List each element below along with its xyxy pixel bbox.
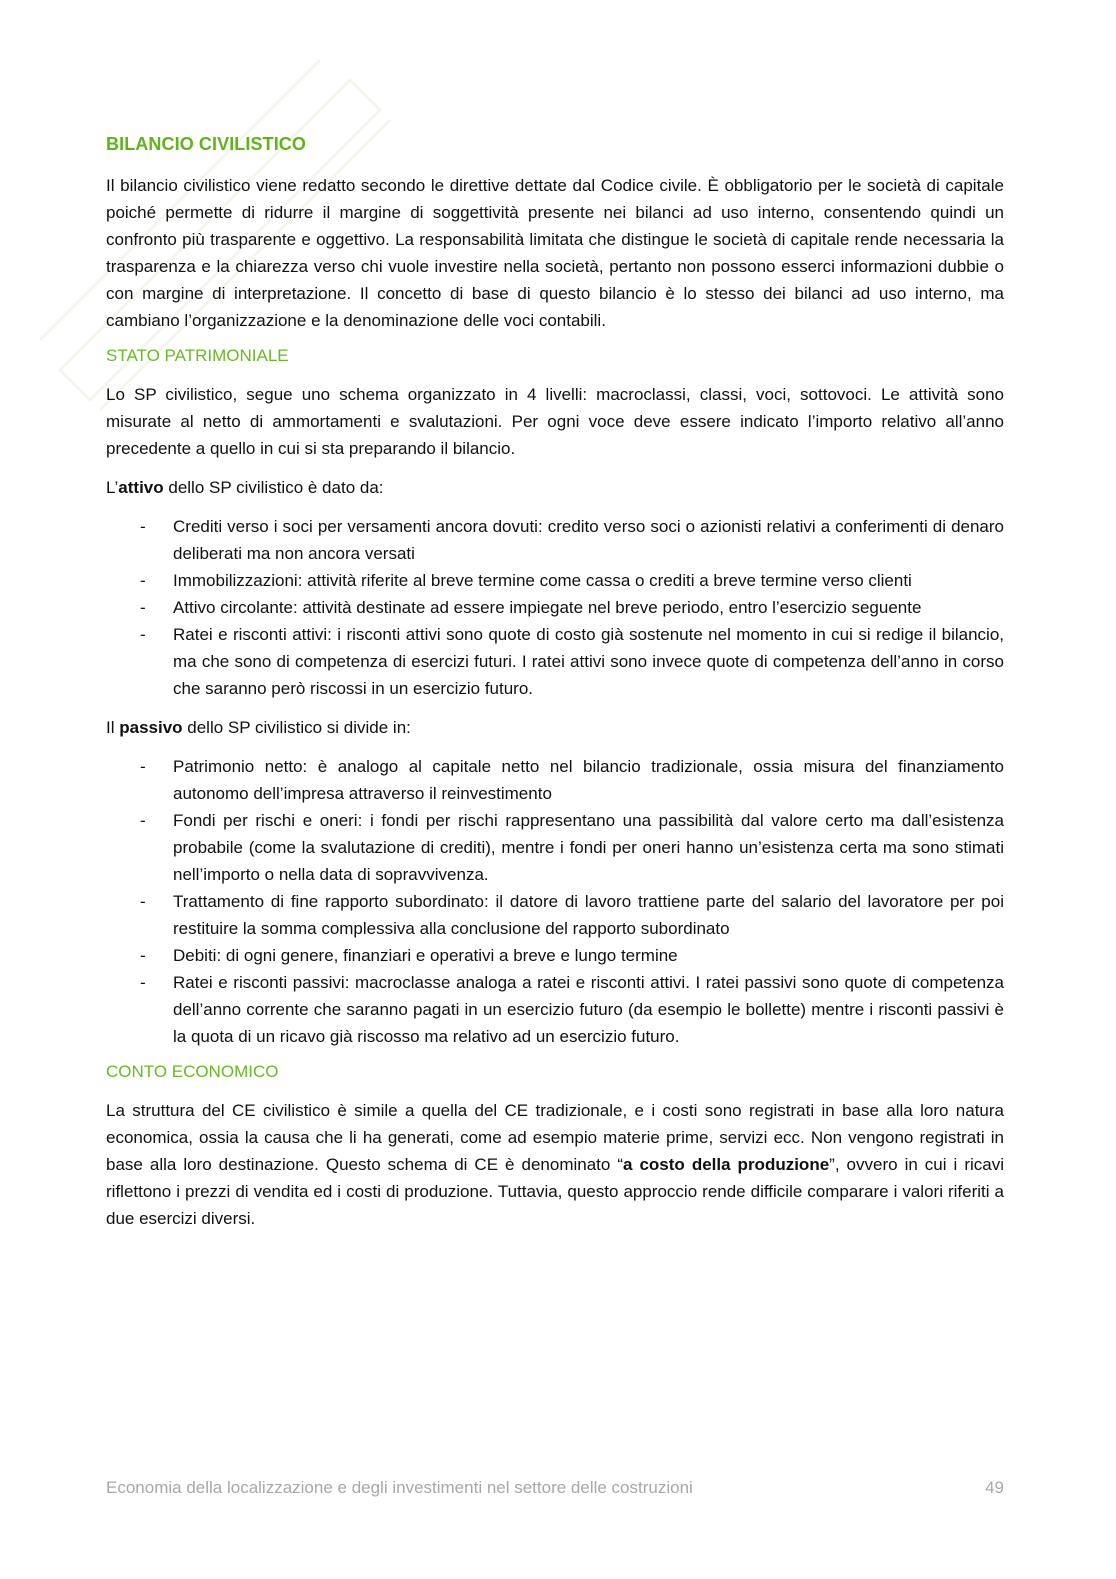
list-item-text: Ratei e risconti passivi: macroclasse analoga a ratei e risconti attivi. I ratei passivi sono quote di competenza dell’anno corrente che saranno pagati in un esercizio futuro (da esempio le bollette) mentre i risconti passivi è la quota di un ricavo già riscosso ma relativo ad un esercizio futuro. (173, 973, 1004, 1046)
section-heading-stato-patrimoniale: STATO PATRIMONIALE (106, 346, 289, 365)
dash-bullet: - (140, 625, 146, 644)
list-item (106, 513, 1004, 567)
list-item (106, 753, 1004, 807)
section-heading-conto-economico: CONTO ECONOMICO (106, 1062, 279, 1081)
list-item (106, 594, 1004, 621)
list-item (106, 942, 1004, 969)
list-item-text: Attivo circolante: attività destinate ad essere impiegate nel breve periodo, entro l’esercizio seguente (173, 598, 922, 617)
attivo-list (106, 513, 1004, 702)
attivo-intro (106, 474, 1004, 501)
passivo-intro-pre: Il (106, 718, 120, 737)
list-item (106, 888, 1004, 942)
document-page (106, 134, 1004, 1244)
list-item (106, 807, 1004, 888)
dash-bullet: - (140, 757, 146, 776)
attivo-bold: attivo (118, 478, 164, 497)
conto-bold-term: a costo della produzione (623, 1155, 830, 1174)
dash-bullet: - (140, 571, 146, 590)
list-item-text: Ratei e risconti attivi: i risconti attivi sono quote di costo già sostenute nel momento in cui si redige il bilancio, ma che sono di competenza di esercizi futuri. I ratei attivi sono invece quote di competenza dell’anno in corso che saranno però riscossi in un esercizio futuro. (173, 625, 1004, 698)
dash-bullet: - (140, 811, 146, 830)
dash-bullet: - (140, 598, 146, 617)
list-item-text: Debiti: di ogni genere, finanziari e operativi a breve e lungo termine (173, 946, 678, 965)
dash-bullet: - (140, 946, 146, 965)
attivo-intro-pre: L’ (106, 478, 119, 497)
stato-paragraph: Lo SP civilistico, segue uno schema organizzato in 4 livelli: macroclassi, classi, voci, sottovoci. Le attività sono misurate al netto di ammortamenti e svalutazioni. Per ogni voce deve essere indicato l’importo relativo all’anno precedente a quello in cui si sta preparando il bilancio. (106, 385, 1004, 458)
dash-bullet: - (140, 517, 146, 536)
passivo-list (106, 753, 1004, 1050)
page-number: 49 (985, 1478, 1004, 1497)
list-item-text: Trattamento di fine rapporto subordinato: il datore di lavoro trattiene parte del salario del lavoratore per poi restituire la somma complessiva alla conclusione del rapporto subordinato (173, 892, 1004, 938)
passivo-bold: passivo (119, 718, 183, 737)
footer-title: Economia della localizzazione e degli investimenti nel settore delle costruzioni (106, 1478, 693, 1497)
dash-bullet: - (140, 973, 146, 992)
list-item (106, 567, 1004, 594)
conto-paragraph (106, 1097, 1004, 1232)
list-item-text: Fondi per rischi e oneri: i fondi per rischi rappresentano una passibilità dal valore certo ma dall’esistenza probabile (come la svalutazione di crediti), mentre i fondi per oneri hanno un’esistenza certa ma sono stimati nell’importo o nella data di sopravvivenza. (173, 811, 1004, 884)
list-item-text: Crediti verso i soci per versamenti ancora dovuti: credito verso soci o azionisti relativi a conferimenti di denaro deliberati ma non ancora versati (173, 517, 1004, 563)
attivo-intro-post: dello SP civilistico è dato da: (163, 478, 384, 497)
page-footer (106, 1478, 1004, 1498)
list-item (106, 621, 1004, 702)
dash-bullet: - (140, 892, 146, 911)
list-item-text: Patrimonio netto: è analogo al capitale netto nel bilancio tradizionale, ossia misura del finanziamento autonomo dell’impresa attraverso il reinvestimento (173, 757, 1004, 803)
document-title: BILANCIO CIVILISTICO (106, 134, 306, 154)
passivo-intro (106, 714, 1004, 741)
intro-paragraph: Il bilancio civilistico viene redatto secondo le direttive dettate dal Codice civile. È obbligatorio per le società di capitale poiché permette di ridurre il margine di soggettività presente nei bilanci ad uso interno, consentendo quindi un confronto più trasparente e oggettivo. La responsabilità limitata che distingue le società di capitale rende necessaria la trasparenza e la chiarezza verso chi vuole investire nella società, pertanto non possono esserci informazioni dubbie o con margine di interpretazione. Il concetto di base di questo bilancio è lo stesso dei bilanci ad uso interno, ma cambiano l’organizzazione e la denominazione delle voci contabili. (106, 176, 1004, 330)
conto-paragraph-post: ”, ovvero in cui i ricavi riflettono i prezzi di vendita ed i costi di produzione. Tuttavia, questo approccio rende difficile comparare i valori riferiti a due esercizi diversi. (106, 1155, 1004, 1228)
passivo-intro-post: dello SP civilistico si divide in: (182, 718, 411, 737)
list-item (106, 969, 1004, 1050)
conto-paragraph-pre: La struttura del CE civilistico è simile a quella del CE tradizionale, e i costi sono registrati in base alla loro natura economica, ossia la causa che li ha generati, come ad esempio materie prime, servizi ecc. Non vengono registrati in base alla loro destinazione. Questo schema di CE è denominato “ (106, 1101, 1004, 1174)
list-item-text: Immobilizzazioni: attività riferite al breve termine come cassa o crediti a breve termine verso clienti (173, 571, 912, 590)
